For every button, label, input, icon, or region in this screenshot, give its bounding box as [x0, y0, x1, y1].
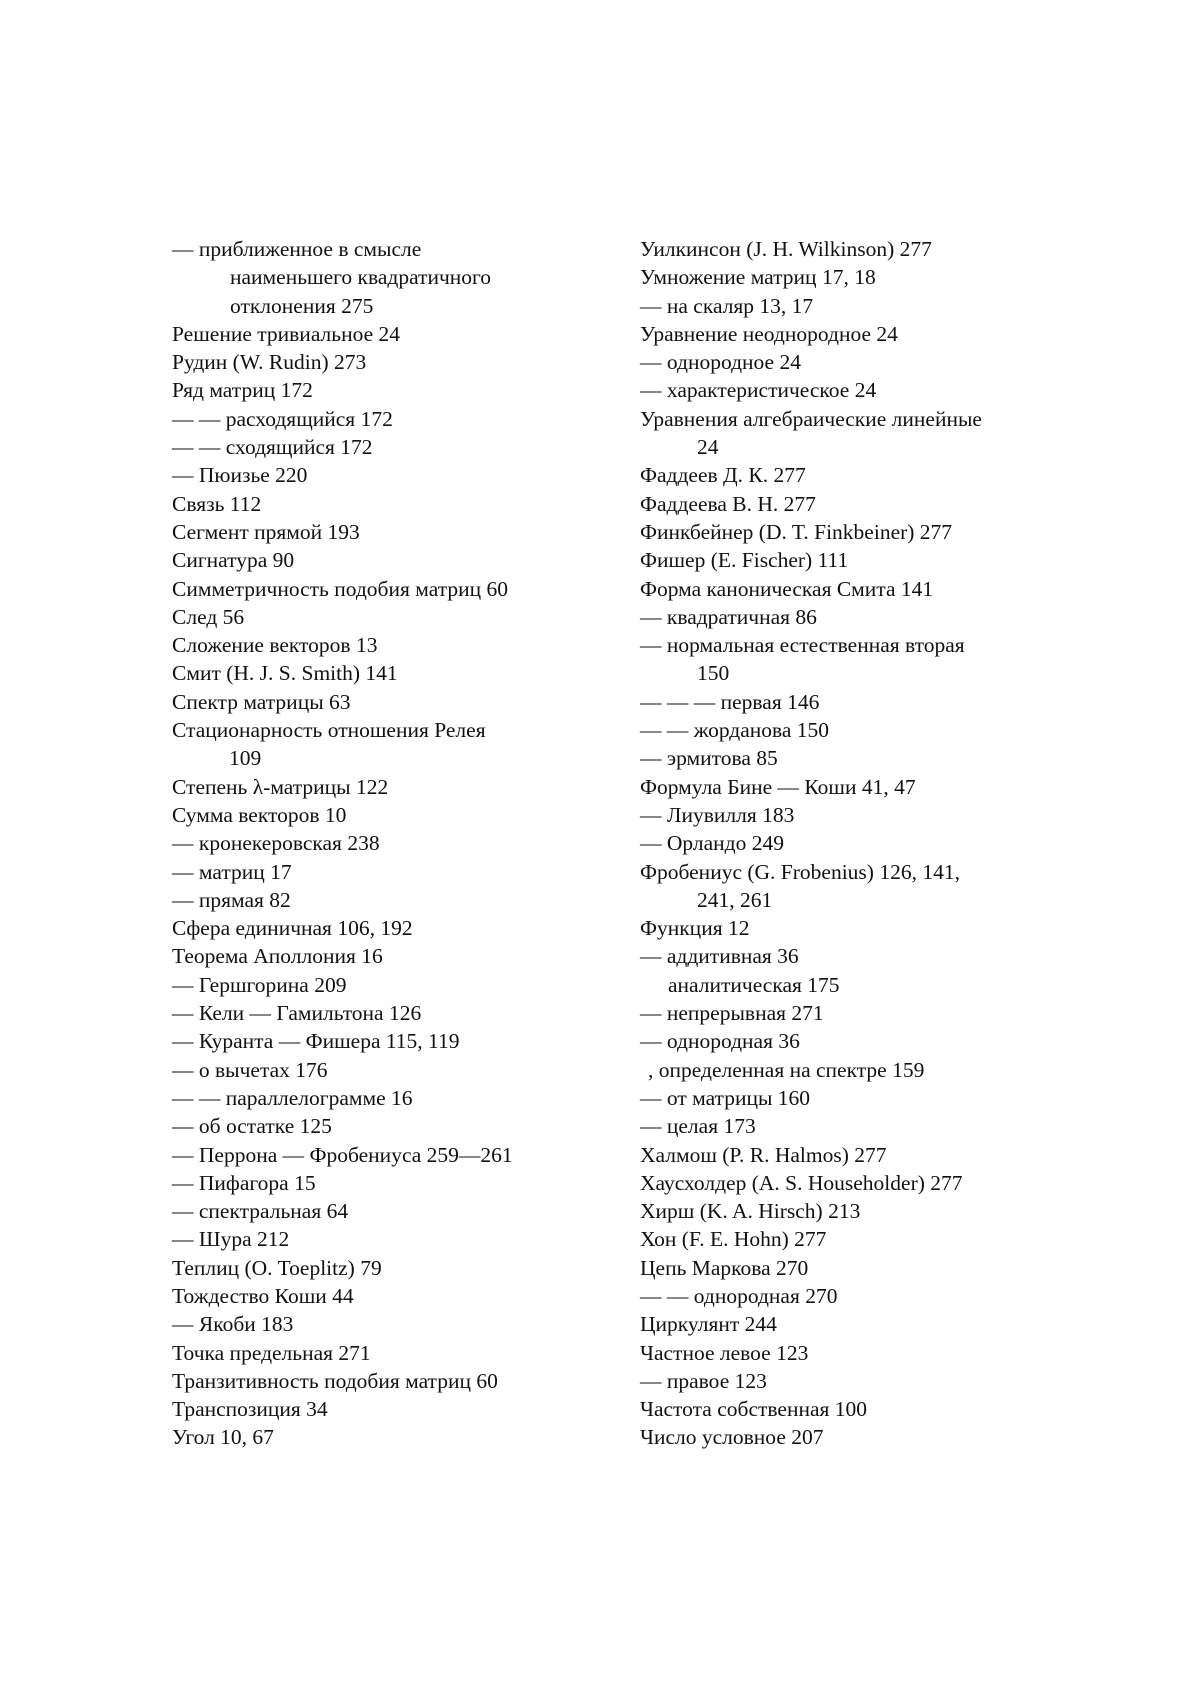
index-entry: Число условное 207 — [640, 1423, 1040, 1451]
index-entry: Степень λ-матрицы 122 — [172, 773, 582, 801]
index-entry: Фаддеева В. Н. 277 — [640, 490, 1040, 518]
index-entry-continuation: наименьшего квадратичного — [172, 263, 582, 291]
index-entry: Цепь Маркова 270 — [640, 1254, 1040, 1282]
index-entry: Транспозиция 34 — [172, 1395, 582, 1423]
index-entry: Тождество Коши 44 — [172, 1282, 582, 1310]
index-entry-continuation: 109 — [172, 744, 582, 772]
index-page — [0, 0, 1200, 1698]
index-entry: — Кели — Гамильтона 126 — [172, 999, 582, 1027]
index-entry: — правое 123 — [640, 1367, 1040, 1395]
index-entry: — Якоби 183 — [172, 1310, 582, 1338]
index-entry: Фишер (E. Fischer) 111 — [640, 546, 1040, 574]
index-entry: — — однородная 270 — [640, 1282, 1040, 1310]
index-entry: Финкбейнер (D. T. Finkbeiner) 277 — [640, 518, 1040, 546]
index-entry-continuation: отклонения 275 — [172, 292, 582, 320]
index-entry: — — параллелограмме 16 — [172, 1084, 582, 1112]
index-entry: — кронекеровская 238 — [172, 829, 582, 857]
index-entry: Сумма векторов 10 — [172, 801, 582, 829]
index-entry: Умножение матриц 17, 18 — [640, 263, 1040, 291]
index-entry: — — расходящийся 172 — [172, 405, 582, 433]
index-entry: — непрерывная 271 — [640, 999, 1040, 1027]
index-entry: — характеристическое 24 — [640, 376, 1040, 404]
index-entry: — нормальная естественная вторая — [640, 631, 1040, 659]
index-entry: Уравнения алгебраические линейные — [640, 405, 1040, 433]
index-entry-continuation: 150 — [640, 659, 1040, 687]
index-entry: Стационарность отношения Релея — [172, 716, 582, 744]
index-entry: — Куранта — Фишера 115, 119 — [172, 1027, 582, 1055]
index-entry: Ряд матриц 172 — [172, 376, 582, 404]
index-entry: Функция 12 — [640, 914, 1040, 942]
index-entry: — о вычетах 176 — [172, 1056, 582, 1084]
index-entry: Сигнатура 90 — [172, 546, 582, 574]
index-entry: — Пифагора 15 — [172, 1169, 582, 1197]
index-entry: — — — первая 146 — [640, 688, 1040, 716]
index-entry: Циркулянт 244 — [640, 1310, 1040, 1338]
index-entry: Связь 112 — [172, 490, 582, 518]
index-entry: Формула Бине — Коши 41, 47 — [640, 773, 1040, 801]
index-entry: — Перрона — Фробениуса 259—261 — [172, 1141, 582, 1169]
index-entry: Хон (F. E. Hohn) 277 — [640, 1225, 1040, 1253]
index-entry: — прямая 82 — [172, 886, 582, 914]
index-entry: Хирш (K. A. Hirsch) 213 — [640, 1197, 1040, 1225]
index-entry: — Шура 212 — [172, 1225, 582, 1253]
index-entry-continuation: 241, 261 — [640, 886, 1040, 914]
index-entry: — — сходящийся 172 — [172, 433, 582, 461]
index-entry: — аддитивная 36 — [640, 942, 1040, 970]
index-entry: Теплиц (O. Toeplitz) 79 — [172, 1254, 582, 1282]
index-entry: Угол 10, 67 — [172, 1423, 582, 1451]
index-entry: Сфера единичная 106, 192 — [172, 914, 582, 942]
index-entry: Симметричность подобия матриц 60 — [172, 575, 582, 603]
index-entry: — на скаляр 13, 17 — [640, 292, 1040, 320]
index-entry: Сложение векторов 13 — [172, 631, 582, 659]
index-entry: Частное левое 123 — [640, 1339, 1040, 1367]
index-entry: — Гершгорина 209 — [172, 971, 582, 999]
index-entry: Рудин (W. Rudin) 273 — [172, 348, 582, 376]
index-entry: Уравнение неоднородное 24 — [640, 320, 1040, 348]
index-entry: Халмош (P. R. Halmos) 277 — [640, 1141, 1040, 1169]
index-entry: Фаддеев Д. К. 277 — [640, 461, 1040, 489]
index-entry: — квадратичная 86 — [640, 603, 1040, 631]
index-entry: Теорема Аполлония 16 — [172, 942, 582, 970]
index-entry: — однородное 24 — [640, 348, 1040, 376]
index-right-column — [640, 235, 1040, 1452]
index-entry: — Орландо 249 — [640, 829, 1040, 857]
index-entry: Точка предельная 271 — [172, 1339, 582, 1367]
index-entry: — — жорданова 150 — [640, 716, 1040, 744]
index-entry: След 56 — [172, 603, 582, 631]
index-entry: Уилкинсон (J. H. Wilkinson) 277 — [640, 235, 1040, 263]
index-entry: Хаусхолдер (A. S. Householder) 277 — [640, 1169, 1040, 1197]
index-entry-continuation: , определенная на спектре 159 — [640, 1056, 1040, 1084]
index-entry-continuation: аналитическая 175 — [640, 971, 1040, 999]
index-entry: Спектр матрицы 63 — [172, 688, 582, 716]
index-entry: — об остатке 125 — [172, 1112, 582, 1140]
index-entry: — матриц 17 — [172, 858, 582, 886]
index-entry: — целая 173 — [640, 1112, 1040, 1140]
index-entry: Решение тривиальное 24 — [172, 320, 582, 348]
index-entry: Частота собственная 100 — [640, 1395, 1040, 1423]
index-entry: — спектральная 64 — [172, 1197, 582, 1225]
index-entry: — Пюизье 220 — [172, 461, 582, 489]
index-entry: Смит (H. J. S. Smith) 141 — [172, 659, 582, 687]
index-entry: Фробениус (G. Frobenius) 126, 141, — [640, 858, 1040, 886]
index-left-column — [172, 235, 582, 1452]
index-entry: Транзитивность подобия матриц 60 — [172, 1367, 582, 1395]
index-entry: Форма каноническая Смита 141 — [640, 575, 1040, 603]
index-entry: — от матрицы 160 — [640, 1084, 1040, 1112]
index-entry: Сегмент прямой 193 — [172, 518, 582, 546]
index-entry: — эрмитова 85 — [640, 744, 1040, 772]
index-entry-continuation: 24 — [640, 433, 1040, 461]
index-entry: — однородная 36 — [640, 1027, 1040, 1055]
index-entry: — Лиувилля 183 — [640, 801, 1040, 829]
index-entry: — приближенное в смысле — [172, 235, 582, 263]
